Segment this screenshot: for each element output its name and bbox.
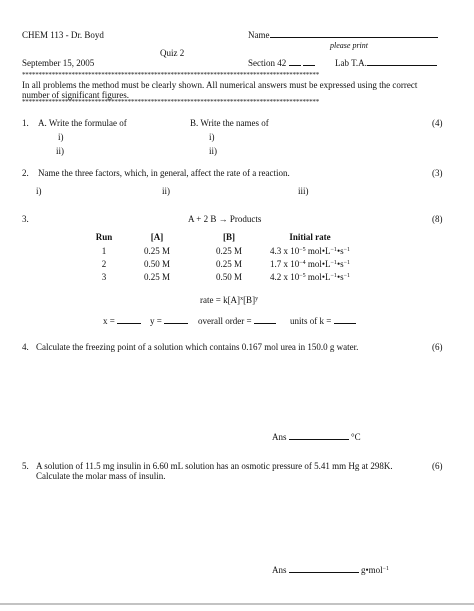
table-row <box>92 259 360 272</box>
q3-conc-a: 0.50 M <box>143 259 170 269</box>
y-blank[interactable] <box>164 323 188 324</box>
q1-a-ii: ii) <box>56 146 64 156</box>
q3-rate <box>260 272 360 282</box>
q3-rate <box>260 259 360 269</box>
q1-points: (4) <box>432 118 443 128</box>
q4-points: (6) <box>432 342 443 352</box>
q3-y-answer <box>150 316 188 326</box>
rate-unit-a-exp: −1 <box>330 273 337 279</box>
q5-number: 5. <box>22 461 29 471</box>
q3-reaction: A + 2 B → Products <box>188 214 262 224</box>
rate-unit-b: •s <box>336 246 344 256</box>
lab-ta-field <box>335 58 437 68</box>
rate-mantissa: 4.3 x 10 <box>270 246 300 256</box>
rate-unit-b: •s <box>336 272 344 282</box>
course-title: CHEM 113 - Dr. Boyd <box>22 30 104 40</box>
rate-unit-a: mol•L <box>305 259 331 269</box>
q4-ans-unit: °C <box>351 432 361 442</box>
star-divider-top: ****************************************************************************************** <box>22 71 320 79</box>
q5-text-line-1: A solution of 11.5 mg insulin in 6.60 mL solution has an osmotic pressure of 5.41 mm Hg at 298K. <box>36 461 393 471</box>
q1-b-ii: ii) <box>209 146 217 156</box>
name-field <box>248 30 438 40</box>
q3-header-run: Run <box>95 232 113 242</box>
rate-unit-b: •s <box>336 259 344 269</box>
q5-ans-unit-exp: −1 <box>382 566 390 572</box>
q3-rate-law <box>200 295 258 305</box>
q3-units-answer <box>290 316 356 326</box>
q3-number: 3. <box>22 214 29 224</box>
quiz-date: September 15, 2005 <box>22 58 95 68</box>
section-blank-1[interactable] <box>289 65 301 66</box>
instructions-line-2: number of significant figures. <box>22 90 129 100</box>
rate-unit-a: mol•L <box>305 246 331 256</box>
q3-rate-table <box>92 232 360 285</box>
q3-table-header-row <box>92 232 360 246</box>
rate-law-b: [B] <box>243 295 256 305</box>
rate-exponent: −4 <box>299 260 306 266</box>
q5-ans-unit: g•mol <box>361 565 383 575</box>
lab-ta-label: Lab T.A. <box>335 58 367 68</box>
rate-exponent: −5 <box>299 273 306 279</box>
q3-run: 2 <box>101 259 107 269</box>
q2-iii: iii) <box>298 186 309 196</box>
scan-edge-line <box>0 603 474 605</box>
table-row <box>92 246 360 259</box>
q4-text: Calculate the freezing point of a solution which contains 0.167 mol urea in 150.0 g water. <box>36 342 359 352</box>
q1-part-b: B. Write the names of <box>190 118 269 128</box>
rate-unit-a-exp: −1 <box>330 247 337 253</box>
star-divider-bottom: ****************************************************************************************** <box>22 98 320 106</box>
q3-points: (8) <box>432 214 443 224</box>
rate-law-y: y <box>255 296 259 302</box>
q4-ans-label: Ans <box>272 432 287 442</box>
table-row <box>92 272 360 285</box>
rate-law-text: rate = k[A] <box>200 295 241 305</box>
q3-run: 1 <box>101 246 107 256</box>
q2-number: 2. <box>22 168 29 178</box>
section-field <box>248 58 315 68</box>
y-label: y = <box>150 316 162 326</box>
q1-number: 1. <box>22 118 29 128</box>
q4-ans-blank[interactable] <box>289 439 349 440</box>
q3-x-answer <box>103 316 141 326</box>
q3-header-a: [A] <box>150 232 164 242</box>
q3-order-answer <box>198 316 276 326</box>
please-print-note: please print <box>330 41 368 50</box>
q3-run: 3 <box>101 272 107 282</box>
q3-conc-b: 0.25 M <box>215 259 242 269</box>
q3-header-b: [B] <box>223 232 235 242</box>
q5-ans-blank[interactable] <box>289 572 359 573</box>
q1-part-a: A. Write the formulae of <box>38 118 127 128</box>
rate-mantissa: 4.2 x 10 <box>270 272 300 282</box>
q3-conc-b: 0.50 M <box>215 272 242 282</box>
order-blank[interactable] <box>254 323 276 324</box>
q5-text-line-2: Calculate the molar mass of insulin. <box>36 471 166 481</box>
units-blank[interactable] <box>334 323 356 324</box>
section-label: Section 42 <box>248 58 287 68</box>
q2-text: Name the three factors, which, in general, affect the rate of a reaction. <box>38 168 290 178</box>
q4-answer <box>272 432 361 442</box>
q3-header-rate: Initial rate <box>289 232 331 242</box>
rate-unit-b-exp: −1 <box>343 260 350 266</box>
q5-answer <box>272 565 389 575</box>
q5-ans-label: Ans <box>272 565 287 575</box>
q5-points: (6) <box>432 461 443 471</box>
name-label: Name <box>248 30 270 40</box>
rate-mantissa: 1.7 x 10 <box>270 259 300 269</box>
instructions-line-1: In all problems the method must be clearly shown. All numerical answers must be expressed using the correct <box>22 80 418 90</box>
q1-b-i: i) <box>209 132 215 142</box>
rate-unit-a: mol•L <box>305 272 331 282</box>
name-blank[interactable] <box>270 37 438 38</box>
q1-a-i: i) <box>58 132 64 142</box>
q2-ii: ii) <box>162 186 170 196</box>
rate-law-x: x <box>240 296 244 302</box>
q3-conc-a: 0.25 M <box>143 272 170 282</box>
q2-i: i) <box>36 186 42 196</box>
rate-exponent: −5 <box>299 247 306 253</box>
rate-unit-b-exp: −1 <box>343 247 350 253</box>
lab-ta-blank[interactable] <box>367 65 437 66</box>
units-label: units of k = <box>290 316 332 326</box>
q3-conc-b: 0.25 M <box>215 246 242 256</box>
q3-rate <box>260 246 360 256</box>
x-label: x = <box>103 316 115 326</box>
rate-unit-a-exp: −1 <box>330 260 337 266</box>
q4-number: 4. <box>22 342 29 352</box>
q3-conc-a: 0.25 M <box>143 246 170 256</box>
section-blank-2[interactable] <box>303 65 315 66</box>
order-label: overall order = <box>198 316 252 326</box>
quiz-title: Quiz 2 <box>160 48 185 58</box>
x-blank[interactable] <box>117 323 141 324</box>
rate-unit-b-exp: −1 <box>343 273 350 279</box>
q2-points: (3) <box>432 168 443 178</box>
